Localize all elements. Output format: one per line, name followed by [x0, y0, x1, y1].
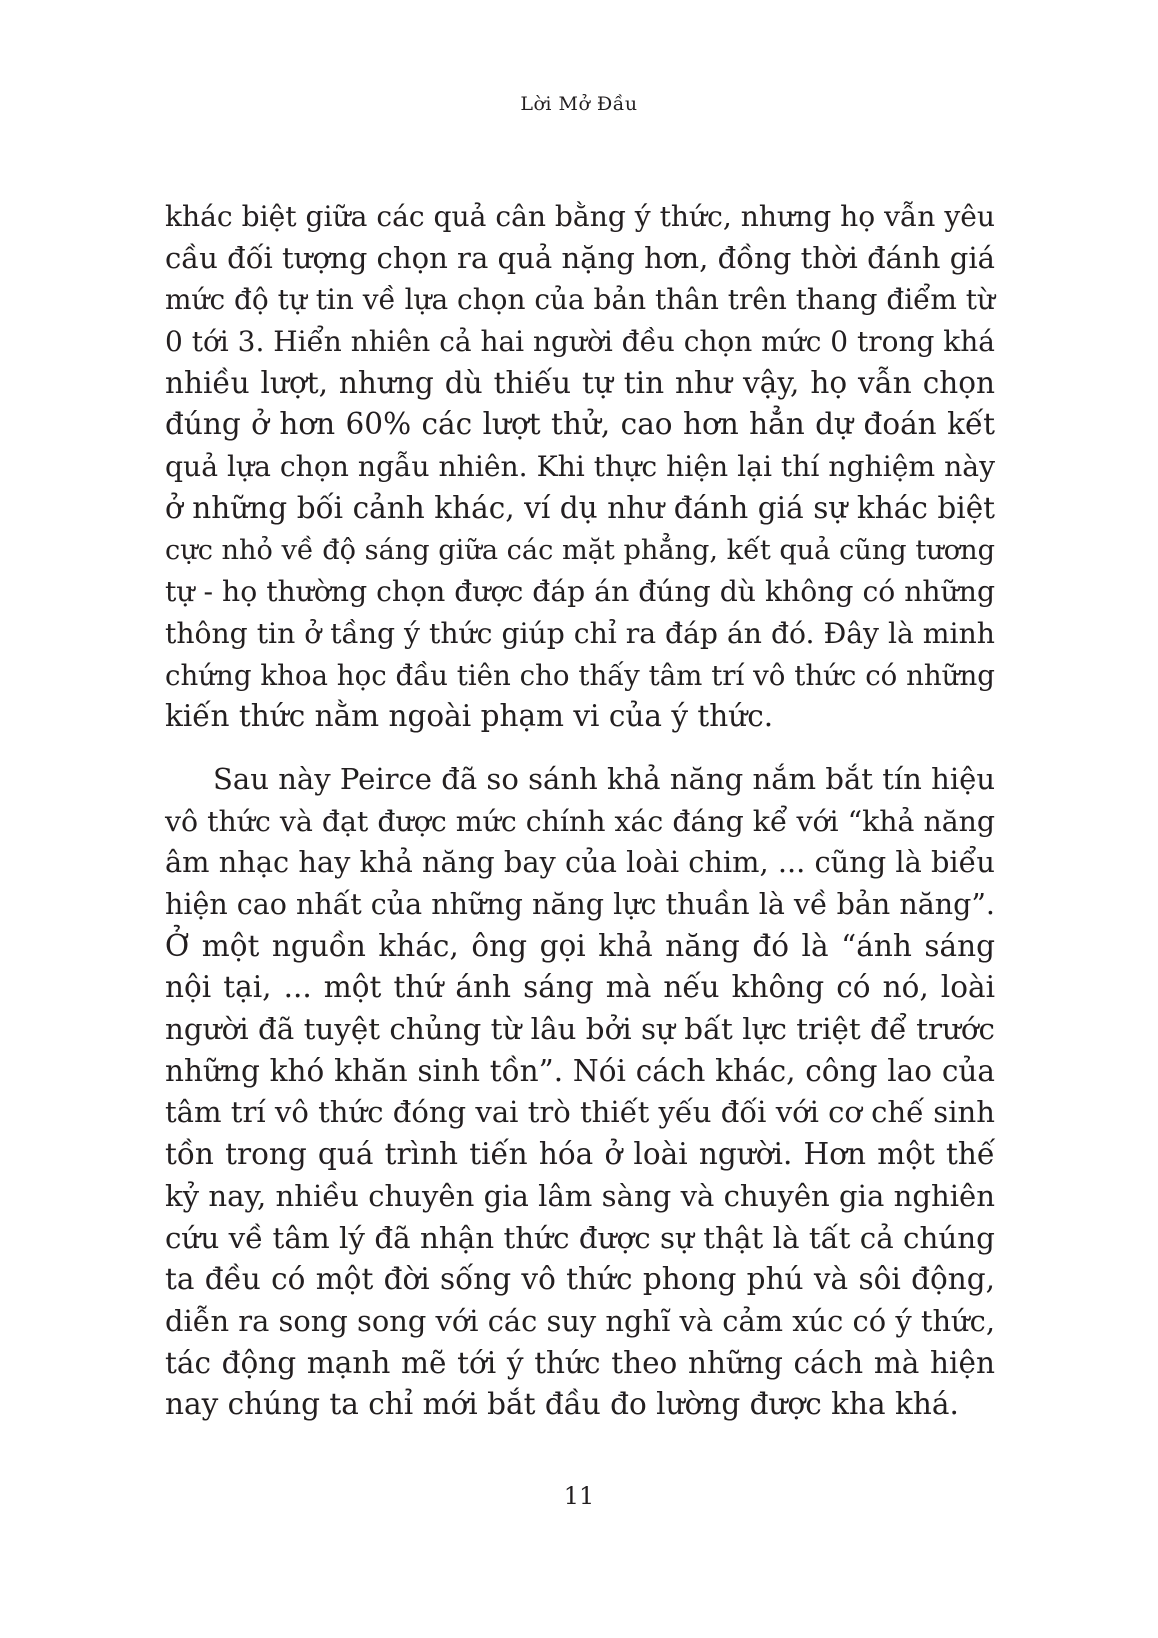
paragraph-2 [165, 759, 995, 1426]
text-line: chứng khoa học đầu tiên cho thấy tâm trí vô thức có những [165, 658, 995, 692]
text-line: tồn trong quá trình tiến hóa ở loài người. Hơn một thế [165, 1137, 996, 1172]
text-line: đúng ở hơn 60% các lượt thử, cao hơn hẳn dự đoán kết [165, 407, 995, 442]
text-line: mức độ tự tin về lựa chọn của bản thân trên thang điểm từ [165, 283, 995, 317]
paragraph-gap [165, 738, 995, 759]
text-line: khác biệt giữa các quả cân bằng ý thức, nhưng họ vẫn yêu [165, 200, 995, 233]
text-line: tâm trí vô thức đóng vai trò thiết yếu đối với cơ chế sinh [165, 1095, 995, 1130]
text-line: cứu về tâm lý đã nhận thức được sự thật là tất cả chúng [165, 1220, 995, 1255]
paragraph-1 [165, 196, 995, 738]
text-line: cầu đối tượng chọn ra quả nặng hơn, đồng thời đánh giá [165, 240, 995, 275]
body-text [165, 196, 995, 1426]
text-line: quả lựa chọn ngẫu nhiên. Khi thực hiện lại thí nghiệm này [165, 450, 995, 484]
text-line: âm nhạc hay khả năng bay của loài chim, ... cũng là biểu [165, 845, 995, 880]
text-line: 0 tới 3. Hiển nhiên cả hai người đều chọn mức 0 trong khá [165, 325, 995, 359]
text-line: nội tại, ... một thứ ánh sáng mà nếu không có nó, loài [165, 970, 996, 1005]
text-line: tác động mạnh mẽ tới ý thức theo những cách mà hiện [165, 1345, 995, 1380]
text-line: hiện cao nhất của những năng lực thuần là về bản năng”. [165, 888, 995, 921]
text-line: kỷ nay, nhiều chuyên gia lâm sàng và chuyên gia nghiên [165, 1178, 995, 1213]
text-line: Ở một nguồn khác, ông gọi khả năng đó là “ánh sáng [165, 928, 996, 963]
text-line: vô thức và đạt được mức chính xác đáng kể với “khả năng [165, 804, 996, 838]
text-line: ở những bối cảnh khác, ví dụ như đánh giá sự khác biệt [165, 490, 996, 525]
text-line: nhiều lượt, nhưng dù thiếu tự tin như vậy, họ vẫn chọn [165, 365, 996, 400]
text-line: người đã tuyệt chủng từ lâu bởi sự bất lực triệt để trước [165, 1012, 995, 1047]
text-line: nay chúng ta chỉ mới bắt đầu đo lường được kha khá. [165, 1387, 959, 1422]
text-line: tự - họ thường chọn được đáp án đúng dù không có những [165, 575, 996, 609]
text-line: diễn ra song song với các suy nghĩ và cảm xúc có ý thức, [165, 1303, 995, 1338]
page-number: 11 [563, 1482, 595, 1510]
text-line: những khó khăn sinh tồn”. Nói cách khác, công lao của [165, 1053, 995, 1088]
text-line: cực nhỏ về độ sáng giữa các mặt phẳng, kết quả cũng tương [165, 534, 995, 566]
text-line-indented: Sau này Peirce đã so sánh khả năng nắm bắt tín hiệu [213, 761, 996, 796]
text-line: thông tin ở tầng ý thức giúp chỉ ra đáp án đó. Đây là minh [165, 616, 995, 650]
text-line: kiến thức nằm ngoài phạm vi của ý thức. [165, 699, 774, 734]
running-header: Lời Mở Đầu [520, 93, 638, 115]
text-line: ta đều có một đời sống vô thức phong phú và sôi động, [165, 1262, 996, 1297]
